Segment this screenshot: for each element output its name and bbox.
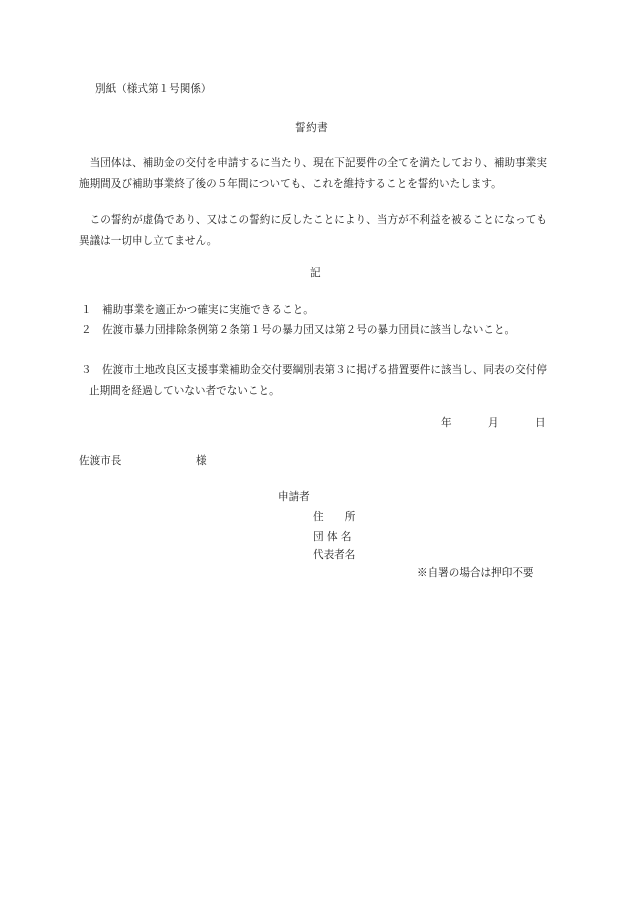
pledge-paragraph-2: この誓約が虚偽であり、又はこの誓約に反したことにより、当方が不利益を被ることになっても異議は一切申し立てません。: [79, 214, 547, 247]
requirement-text: 佐渡市暴力団排除条例第２条第１号の暴力団又は第２号の暴力団員に該当しないこと。: [102, 324, 516, 336]
applicant-rep-label: 代表者名: [313, 549, 356, 561]
requirement-item-3: [79, 360, 547, 402]
date-day-label: 日: [535, 417, 546, 429]
requirement-text: 補助事業を適正かつ確実に実施できること。: [102, 304, 314, 316]
requirement-number: ３: [81, 364, 92, 376]
requirement-text: 佐渡市土地改良区支援事業補助金交付要綱別表第３に掲げる措置要件に該当し、同表の交付停止期間を経過していない者でないこと。: [89, 364, 547, 397]
date-month-label: 月: [488, 417, 499, 429]
requirement-item-1: [79, 300, 547, 321]
addressee-name: 佐渡市長: [79, 455, 122, 467]
applicant-heading: 申請者: [278, 491, 310, 503]
requirement-number: １: [81, 304, 92, 316]
date-year-label: 年: [441, 417, 452, 429]
document-title: 誓約書: [295, 122, 329, 134]
requirement-item-2: [79, 320, 547, 341]
requirement-number: ２: [81, 324, 92, 336]
seal-note: ※自署の場合は押印不要: [417, 567, 534, 579]
addressee-honorific: 様: [196, 455, 207, 467]
applicant-address-label: 住 所: [313, 511, 356, 523]
pledge-paragraph-1: 当団体は、補助金の交付を申請するに当たり、現在下記要件の全てを満たしており、補助事業実施期間及び補助事業終了後の５年間についても、これを維持することを誓約いたします。: [79, 157, 547, 190]
ki-heading: 記: [310, 267, 321, 279]
form-reference-note: 別紙（様式第１号関係）: [95, 83, 212, 95]
applicant-org-label: 団 体 名: [313, 531, 352, 543]
